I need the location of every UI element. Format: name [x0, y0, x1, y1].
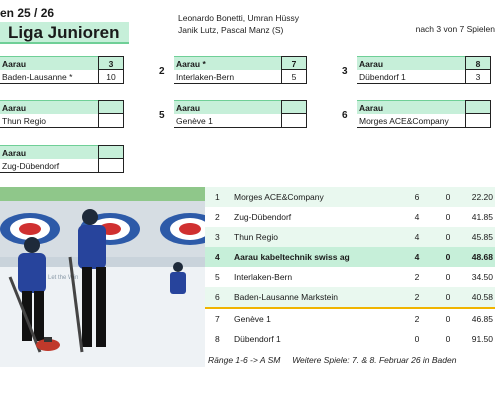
standings-row-highlight — [205, 247, 495, 267]
match-number: 3 — [342, 66, 348, 77]
standings-row — [205, 187, 495, 207]
progress-label: nach 3 von 7 Spielen — [415, 24, 495, 34]
wins: 0 — [414, 334, 420, 344]
team-name: Genève 1 — [234, 314, 271, 324]
points: 34.50 — [471, 272, 493, 282]
losses: 0 — [445, 212, 451, 222]
wins: 2 — [414, 272, 420, 282]
standings-row — [205, 207, 495, 227]
standings-row — [205, 227, 495, 247]
home-score — [281, 100, 307, 114]
points: 40.58 — [471, 292, 493, 302]
home-team: Aarau — [357, 100, 465, 114]
wins: 2 — [414, 292, 420, 302]
wins: 2 — [414, 314, 420, 324]
team-name: Morges ACE&Company — [234, 192, 324, 202]
away-score: 5 — [281, 70, 307, 84]
wins: 6 — [414, 192, 420, 202]
wins: 4 — [414, 252, 420, 262]
ranks-note: Ränge 1-6 -> A SM — [208, 355, 281, 365]
away-team: Morges ACE&Company — [357, 114, 465, 128]
next-games-note: Weitere Spiele: 7. & 8. Februar 26 in Baden — [292, 355, 457, 365]
home-team: Aarau — [0, 145, 98, 159]
home-team: Aarau — [0, 56, 98, 70]
losses: 0 — [445, 252, 451, 262]
team-name: Baden-Lausanne Markstein — [234, 292, 338, 302]
away-score: 3 — [465, 70, 491, 84]
home-score — [98, 100, 124, 114]
team-players — [178, 12, 299, 36]
home-team: Aarau — [174, 100, 281, 114]
players-line-1: Leonardo Bonetti, Umran Hüssy — [178, 13, 299, 23]
away-team: Thun Regio — [0, 114, 98, 128]
away-team: Genève 1 — [174, 114, 281, 128]
standings-row — [205, 307, 495, 329]
match-number: 6 — [342, 110, 348, 121]
losses: 0 — [445, 314, 451, 324]
away-score: 10 — [98, 70, 124, 84]
rank: 3 — [215, 232, 220, 242]
match-number: 5 — [159, 110, 165, 121]
standings-row — [205, 287, 495, 307]
away-score — [98, 114, 124, 128]
home-score: 7 — [281, 56, 307, 70]
team-name: Thun Regio — [234, 232, 278, 242]
home-score — [465, 100, 491, 114]
points: 41.85 — [471, 212, 493, 222]
footer-notes — [208, 355, 456, 365]
team-name: Aarau kabeltechnik swiss ag — [234, 252, 350, 262]
points: 46.85 — [471, 314, 493, 324]
wins: 4 — [414, 232, 420, 242]
losses: 0 — [445, 232, 451, 242]
season-label: en 25 / 26 — [0, 6, 55, 20]
home-score: 3 — [98, 56, 124, 70]
losses: 0 — [445, 192, 451, 202]
home-score — [98, 145, 124, 159]
curling-photo — [0, 187, 205, 367]
away-team: Dübendorf 1 — [357, 70, 465, 84]
team-name: Dübendorf 1 — [234, 334, 281, 344]
home-team: Aarau — [0, 100, 98, 114]
rank: 7 — [215, 314, 220, 324]
losses: 0 — [445, 334, 451, 344]
rank: 2 — [215, 212, 220, 222]
rank: 6 — [215, 292, 220, 302]
banner-text: Let the Win — [48, 275, 79, 281]
standings-row — [205, 267, 495, 287]
away-score — [98, 159, 124, 173]
losses: 0 — [445, 272, 451, 282]
players-line-2: Janik Lutz, Pascal Manz (S) — [178, 25, 284, 35]
points: 22.20 — [471, 192, 493, 202]
curling-photo-illustration — [0, 187, 205, 367]
standings-row — [205, 329, 495, 349]
team-name: Interlaken-Bern — [234, 272, 293, 282]
away-team: Zug-Dübendorf — [0, 159, 98, 173]
rank: 8 — [215, 334, 220, 344]
points: 48.68 — [471, 252, 493, 262]
home-team: Aarau * — [174, 56, 281, 70]
away-score — [465, 114, 491, 128]
team-name: Zug-Dübendorf — [234, 212, 292, 222]
losses: 0 — [445, 292, 451, 302]
away-team: Baden-Lausanne * — [0, 70, 98, 84]
away-team: Interlaken-Bern — [174, 70, 281, 84]
rank: 1 — [215, 192, 220, 202]
home-score: 8 — [465, 56, 491, 70]
rank: 4 — [215, 252, 220, 262]
points: 45.85 — [471, 232, 493, 242]
home-team: Aarau — [357, 56, 465, 70]
rank: 5 — [215, 272, 220, 282]
standings-table — [205, 187, 495, 349]
match-number: 2 — [159, 66, 165, 77]
league-title: Liga Junioren — [0, 22, 129, 44]
points: 91.50 — [471, 334, 493, 344]
wins: 4 — [414, 212, 420, 222]
away-score — [281, 114, 307, 128]
